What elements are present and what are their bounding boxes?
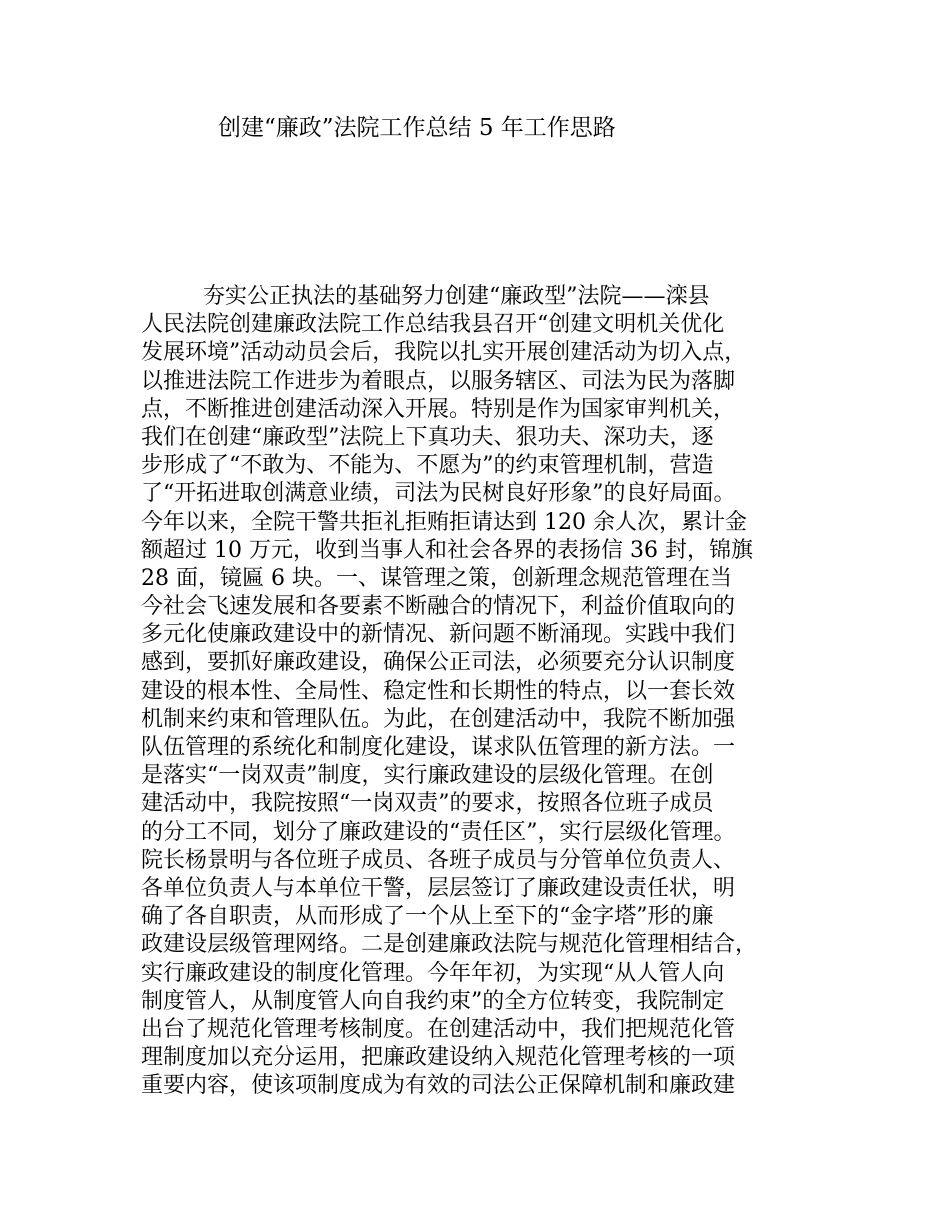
body-line: 各单位负责人与本单位干警，层层签订了廉政建设责任状，明 (141, 875, 736, 901)
body-line: 今年以来，全院干警共拒礼拒贿拒请达到 120 余人次，累计金 (141, 509, 747, 535)
body-line: 政建设层级管理网络。二是创建廉政法院与规范化管理相结合， (141, 932, 758, 958)
body-line: 步形成了“不敢为、不能为、不愿为”的约束管理机制，营造 (141, 453, 714, 479)
body-line: 机制来约束和管理队伍。为此，在创建活动中，我院不断加强 (141, 706, 736, 732)
body-line: 夯实公正执法的基础努力创建“廉政型”法院——滦县 (203, 284, 710, 309)
body-line: 建设的根本性、全局性、稳定性和长期性的特点，以一套长效 (141, 678, 736, 704)
body-line: 点，不断推进创建活动深入开展。特别是作为国家审判机关， (141, 396, 736, 422)
body-line: 是落实“一岗双责”制度，实行廉政建设的层级化管理。在创 (141, 763, 714, 789)
body-line: 多元化使廉政建设中的新情况、新问题不断涌现。实践中我们 (141, 622, 736, 648)
body-line: 建活动中，我院按照“一岗双责”的要求，按照各位班子成员 (141, 791, 714, 817)
body-line: 队伍管理的系统化和制度化建设，谋求队伍管理的新方法。一 (141, 735, 736, 760)
body-line: 出台了规范化管理考核制度。在创建活动中，我们把规范化管 (141, 1016, 736, 1042)
body-line: 制度管人，从制度管人向自我约束”的全方位转变，我院制定 (141, 988, 725, 1014)
body-line: 重要内容，使该项制度成为有效的司法公正保障机制和廉政建 (141, 1073, 736, 1099)
body-line: 人民法院创建廉政法院工作总结我县召开“创建文明机关优化 (141, 312, 725, 338)
body-line: 确了各自职责，从而形成了一个从上至下的“金字塔”形的廉 (141, 904, 714, 930)
body-line: 了“开拓进取创满意业绩，司法为民树良好形象”的良好局面。 (141, 481, 736, 507)
document-body (141, 283, 831, 1100)
body-line: 发展环境”活动动员会后，我院以扎实开展创建活动为切入点， (141, 340, 747, 366)
body-line: 实行廉政建设的制度化管理。今年年初，为实现“从人管人向 (141, 960, 725, 986)
body-line: 28 面，镜匾 6 块。一、谋管理之策，创新理念规范管理在当 (141, 565, 732, 591)
body-line: 今社会飞速发展和各要素不断融合的情况下，利益价值取向的 (141, 594, 736, 620)
body-line: 额超过 10 万元，收到当事人和社会各界的表扬信 36 封，锦旗 (141, 537, 753, 563)
body-line: 的分工不同，划分了廉政建设的“责任区”，实行层级化管理。 (141, 819, 736, 845)
document-title: 创建“廉政”法院工作总结 5 年工作思路 (218, 115, 616, 141)
body-line: 理制度加以充分运用，把廉政建设纳入规范化管理考核的一项 (141, 1045, 736, 1071)
body-line: 感到，要抓好廉政建设，确保公正司法，必须要充分认识制度 (141, 650, 736, 676)
body-line: 我们在创建“廉政型”法院上下真功夫、狠功夫、深功夫，逐 (141, 424, 714, 450)
body-line: 以推进法院工作进步为着眼点，以服务辖区、司法为民为落脚 (141, 368, 736, 394)
body-line: 院长杨景明与各位班子成员、各班子成员与分管单位负责人、 (141, 847, 736, 873)
